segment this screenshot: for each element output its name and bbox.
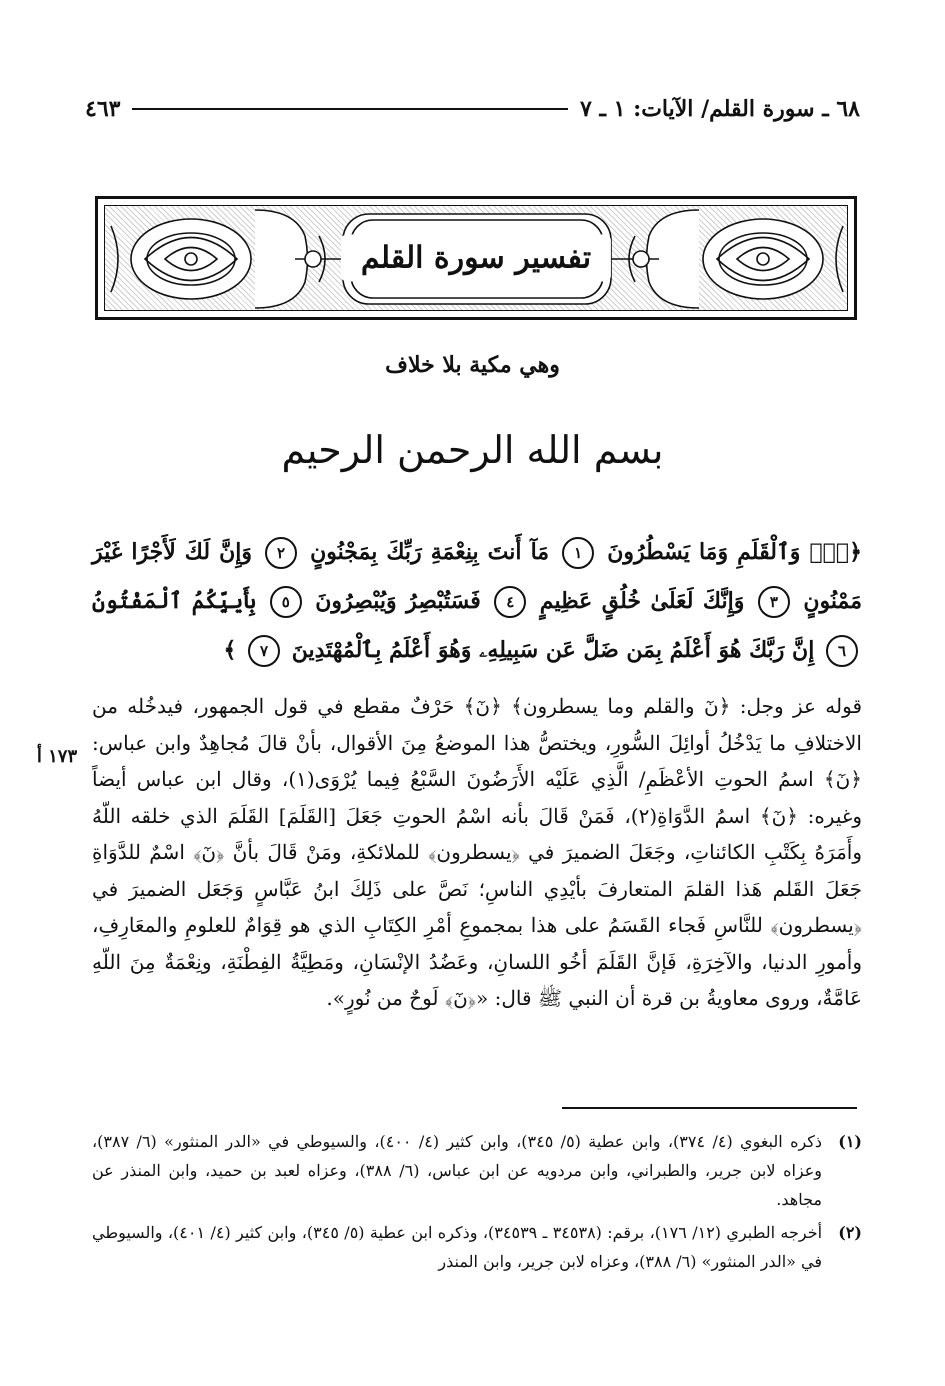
verse-text: بِأَييِّكُمُ ٱلْمَفْتُونُ — [92, 588, 257, 614]
footnote-number: (٢) — [838, 1223, 862, 1242]
commentary-body — [92, 688, 862, 1017]
header-title: ٦٨ ـ سورة القلم/ الآيات: ١ ـ ٧ — [580, 96, 860, 122]
footnote-number: (١) — [838, 1132, 862, 1151]
verse-text: مَآ أَنتَ بِنِعْمَةِ رَبِّكَ بِمَجْنُونٍ — [310, 539, 550, 565]
surah-title: تفسير سورة القلم — [341, 235, 611, 282]
verse-text: وَإِنَّكَ لَعَلَىٰ خُلُقٍ عَظِيمٍ — [539, 588, 745, 614]
quran-verses — [92, 528, 862, 675]
page-number: ٤٦٣ — [85, 96, 121, 122]
verses-close-bracket: ﴾ — [223, 637, 237, 663]
footnote-item — [92, 1218, 862, 1276]
basmala: بسم الله الرحمن الرحيم — [281, 428, 664, 472]
footnote-separator — [562, 1107, 857, 1109]
meccan-note: وهي مكية بلا خلاف — [385, 352, 560, 378]
footnote-text: ذكره البغوي (٤/ ٣٧٤)، وابن عطية (٥/ ٣٤٥)، وابن كثير (٤/ ٤٠٠)، والسيوطي في «الدر المنثور» (٦/ ٣٨٧)، وعزاه لابن جرير، والطبراني، وابن مردويه عن ابن عباس، (٦/ ٣٨٨)، وعزاه لعبد بن حميد، وابن المنذر عن مجاهد. — [92, 1132, 823, 1209]
running-header — [85, 92, 860, 126]
footnote-item — [92, 1127, 862, 1214]
footnotes — [92, 1127, 862, 1280]
verse-number-icon: ٦ — [826, 635, 858, 667]
surah-title-banner — [95, 196, 857, 320]
margin-folio-note: ١٧٣ أ — [36, 746, 78, 767]
verse-number-icon: ٣ — [758, 586, 790, 618]
verse-text: إِنَّ رَبَّكَ هُوَ أَعْلَمُ بِمَن ضَلَّ عَن سَبِيلِهِۦ وَهُوَ أَعْلَمُ بِٱلْمُهْتَدِينَ — [291, 637, 815, 663]
verse-number-icon: ٤ — [494, 586, 526, 618]
header-rule — [132, 108, 568, 110]
verse-number-icon: ٧ — [248, 635, 280, 667]
ornament-frame — [104, 205, 848, 311]
verse-text: ﴿نٓۚ وَٱلْقَلَمِ وَمَا يَسْطُرُونَ — [607, 539, 862, 565]
footnote-text: أخرجه الطبري (١٢/ ١٧٦)، برقم: (٣٤٥٣٨ ـ ٣٤٥٣٩)، وذكره ابن عطية (٥/ ٣٤٥)، وابن كثير (٤/ ٤٠١)، والسيوطي في «الدر المنثور» (٦/ ٣٨٨)، وعزاه لابن جرير، وابن المنذر — [92, 1223, 823, 1271]
commentary-paragraph: قوله عز وجل: ﴿نٓ والقلم وما يسطرون﴾ ﴿نٓ﴾ حَرْفٌ مقطع في قول الجمهور، فيدخُله من الاختلافِ ما يَدْخُلُ أوائِلَ السُّورِ، ويختصُّ هذا الموضعُ مِنَ الأقوال، بأنْ قالَ مُجاهِدٌ وابن عباس: ﴿نٓ﴾ اسمُ الحوتِ الأعْظَمِ/ الَّذِي عَلَيْه الأَرَضُونَ السَّبْعُ فِيما يُرْوَى(١)، وقال ابن عباس أيضاً وغيره: ﴿نٓ﴾ اسمُ الدَّوَاةِ(٢)، فَمَنْ قَالَ بأنه اسْمُ الحوتِ جَعَلَ [القَلَمَ] القَلَمَ الذي خلقه اللّهُ وأَمَرَهُ بِكَتْبِ الكائناتِ، وجَعَلَ الضميرَ في ﴿يسطرون﴾ للملائكةِ، ومَنْ قَالَ بأنَّ ﴿نٓ﴾ اسْمٌ للدَّوَاةِ جَعَلَ القَلم هَذا القلمَ المتعارفَ بأيْدِي الناسِ؛ نَصَّ على ذَلِكَ ابنُ عَبَّاسٍ وَجَعَل الضميرَ في ﴿يسطرون﴾ للنَّاسِ فَجاء القَسَمُ على هذا بمجموعِ أمْرِ الكِتَابِ الذي هو قِوَامٌ للعلومِ والمعَارِفِ، وأمورِ الدنيا، والآخِرَةِ، فَإنَّ القَلَمَ أخُو اللسانِ، وعَضُدُ الإنْسَانِ، ومَطِيَّةُ الفِطْنَةِ، ونِعْمَةٌ مِنَ اللّهِ عَامَّةٌ، وروى معاويةُ بن قرة أن النبي ﷺ قال: «﴿نٓ﴾ لَوحٌ من نُورٍ». — [92, 694, 862, 1010]
verse-number-icon: ١ — [562, 537, 594, 569]
verse-number-icon: ٥ — [270, 586, 302, 618]
verse-number-icon: ٢ — [265, 537, 297, 569]
verse-text: فَسَتُبْصِرُ وَيُبْصِرُونَ — [315, 588, 481, 614]
verse-text: وَإِنَّ لَكَ لَأَجْرًا غَيْرَ مَمْنُونٍ — [92, 539, 863, 614]
